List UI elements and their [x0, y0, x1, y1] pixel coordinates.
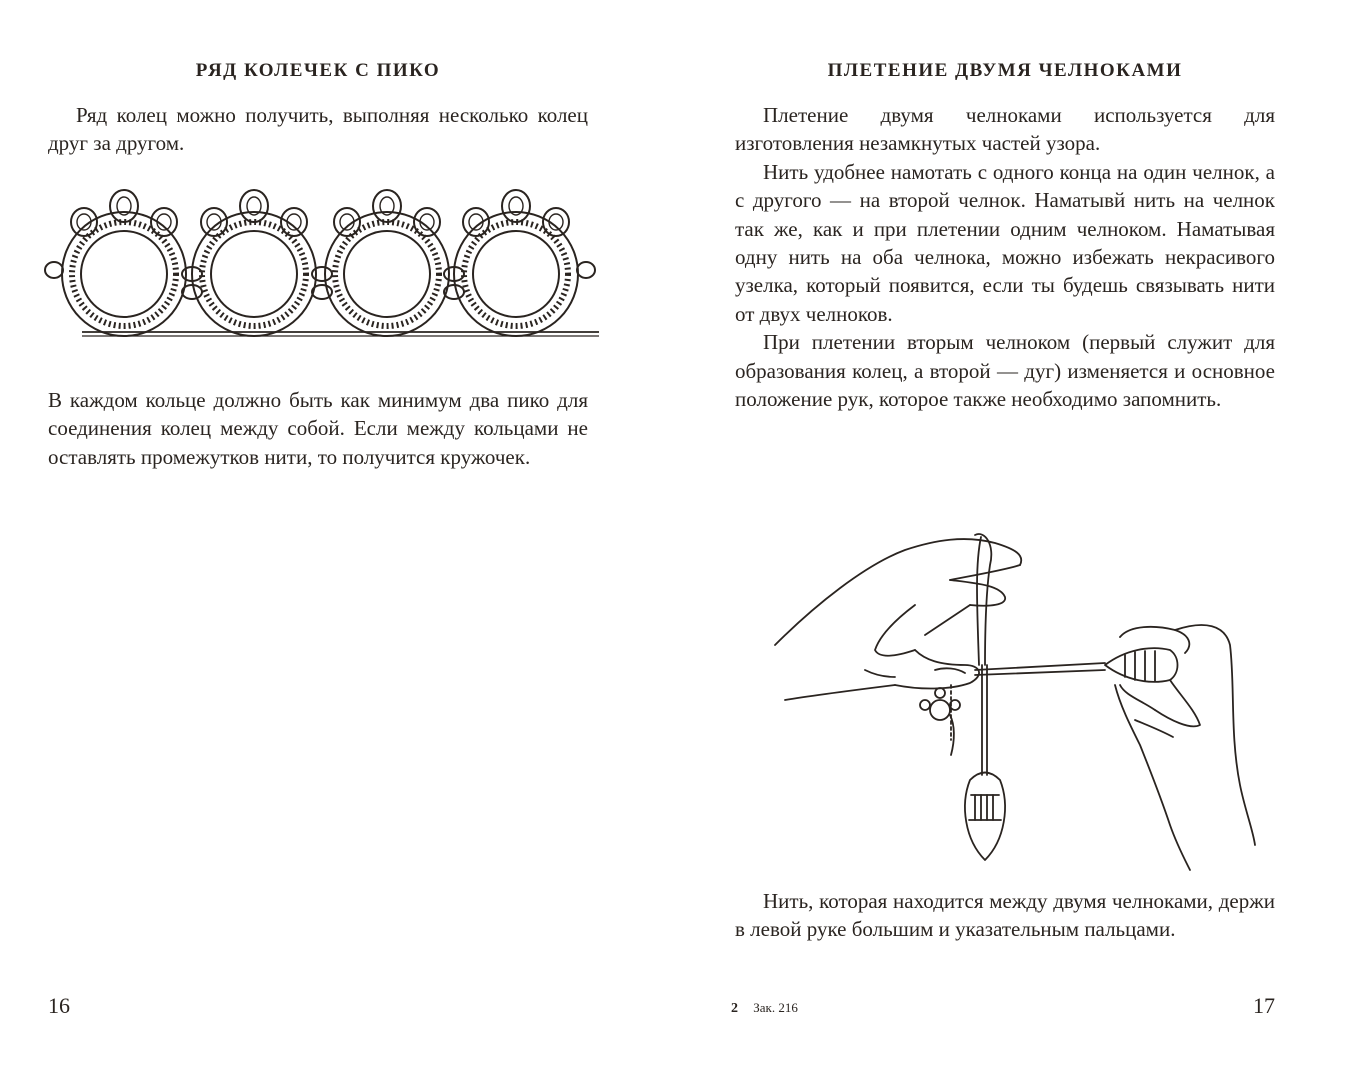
right-page-number: 17	[1253, 993, 1275, 1018]
right-paragraph-2: Нить удобнее намотать с одного конца на один челнок, а с другого — на второй челнок. Наматывй нить на челнок так же, как и при плетении одним челноком. Наматывая одну нить на оба челнока, можно избежать некрасивого узелка, который появится, если ты будешь связывать нити от двух челноков.	[735, 159, 1275, 326]
right-paragraph-3: При плетении вторым челноком (первый служит для образования колец, а второй — дуг) изменяется и основное положение рук, которое также необходимо запомнить.	[735, 330, 1275, 412]
left-body-paragraph: В каждом кольце должно быть как минимум два пико для соединения колец между собой. Если между кольцами не оставлять промежутков нити, то получится кружочек.	[48, 388, 588, 469]
right-page-heading: ПЛЕТЕНИЕ ДВУМЯ ЧЕЛНОКАМИ	[827, 60, 1183, 81]
signature-order: Зак. 216	[753, 1000, 798, 1015]
left-body-text	[48, 386, 588, 471]
print-signature	[731, 1000, 798, 1017]
right-caption-text	[735, 887, 1275, 944]
two-hands-shuttles-illustration	[775, 525, 1255, 875]
right-main-text	[735, 101, 1275, 413]
left-page-number: 16	[48, 993, 70, 1018]
right-paragraph-1: Плетение двумя челноками используется для изготовления незамкнутых частей узора.	[735, 103, 1275, 156]
right-paragraph-4: Нить, которая находится между двумя челноками, держи в левой руке большим и указательным пальцами.	[735, 889, 1275, 942]
ring-row-tatting-illustration	[44, 192, 604, 352]
right-page	[731, 0, 1275, 1080]
left-intro-text	[48, 101, 588, 158]
left-page	[48, 0, 588, 1080]
signature-number: 2	[731, 1001, 738, 1016]
left-intro-paragraph: Ряд колец можно получить, выполняя несколько колец друг за другом.	[48, 103, 588, 156]
left-page-heading: РЯД КОЛЕЧЕК С ПИКО	[195, 60, 441, 81]
